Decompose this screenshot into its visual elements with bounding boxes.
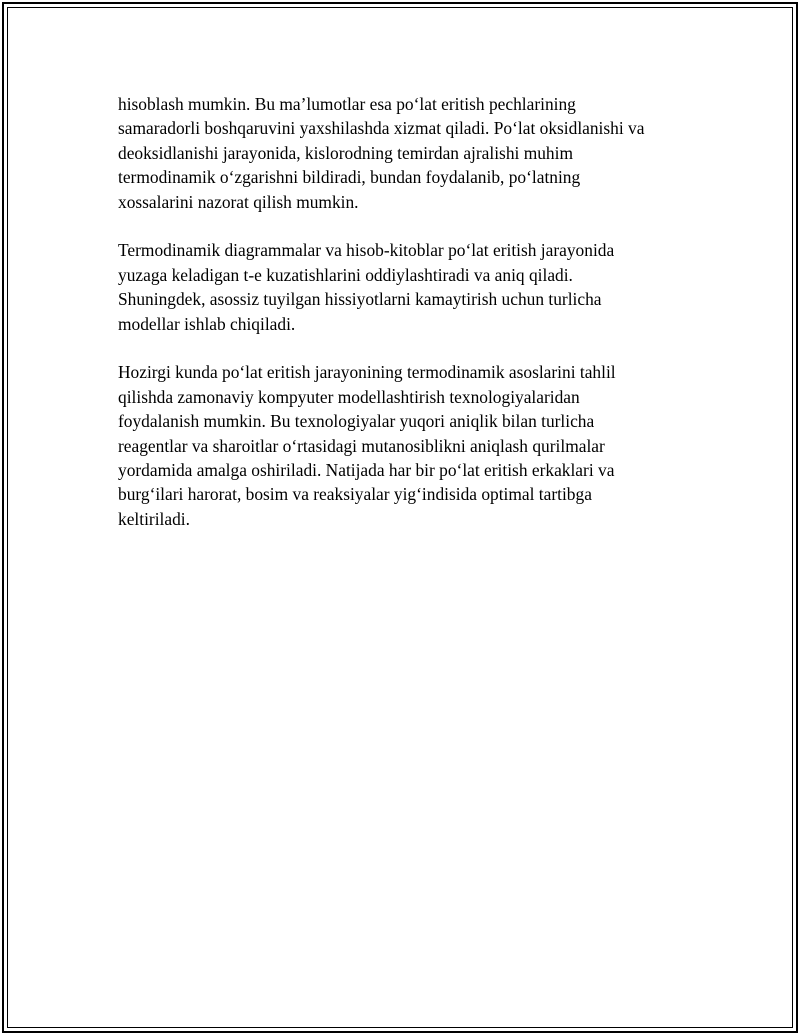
text-line: modellar ishlab chiqiladi.: [118, 313, 296, 334]
text-line: qilishda zamonaviy kompyuter modellashtirish texnologiyalaridan: [118, 386, 580, 407]
text-line: foydalanish mumkin. Bu texnologiyalar yuqori aniqlik bilan turlicha: [118, 411, 595, 432]
text-line: hisoblash mumkin. Bu ma’lumotlar esa po‘lat eritish pechlarining: [118, 94, 576, 114]
text-line: deoksidlanishi jarayonida, kislorodning temirdan ajralishi muhim: [118, 142, 573, 163]
text-line: termodinamik o‘zgarishni bildiradi, bundan foydalanib, po‘latning: [118, 167, 581, 188]
text-line: Shuningdek, asossiz tuyilgan hissiyotlarni kamaytirish uchun turlicha: [118, 289, 602, 310]
text-line: Hozirgi kunda po‘lat eritish jarayonining termodinamik asoslarini tahlil: [118, 362, 616, 383]
paragraph-3: [118, 360, 678, 531]
text-line: samaradorli boshqaruvini yaxshilashda xizmat qiladi. Po‘lat oksidlanishi va: [118, 118, 645, 139]
text-line: yuzaga keladigan t-e kuzatishlarini oddiylashtiradi va aniq qiladi.: [118, 264, 573, 285]
paragraph-2: [118, 238, 678, 336]
text-line: reagentlar va sharoitlar o‘rtasidagi mutanosiblikni aniqlash qurilmalar: [118, 435, 605, 456]
text-line: burg‘ilari harorat, bosim va reaksiyalar yig‘indisida optimal tartibga: [118, 484, 592, 505]
text-line: Termodinamik diagrammalar va hisob-kitoblar po‘lat eritish jarayonida: [118, 240, 615, 261]
text-line: xossalarini nazorat qilish mumkin.: [118, 191, 359, 212]
paragraph-1: [118, 92, 678, 214]
text-line: keltiriladi.: [118, 508, 190, 529]
document-body: [118, 92, 678, 556]
text-line: yordamida amalga oshiriladi. Natijada har bir po‘lat eritish erkaklari va: [118, 460, 615, 481]
